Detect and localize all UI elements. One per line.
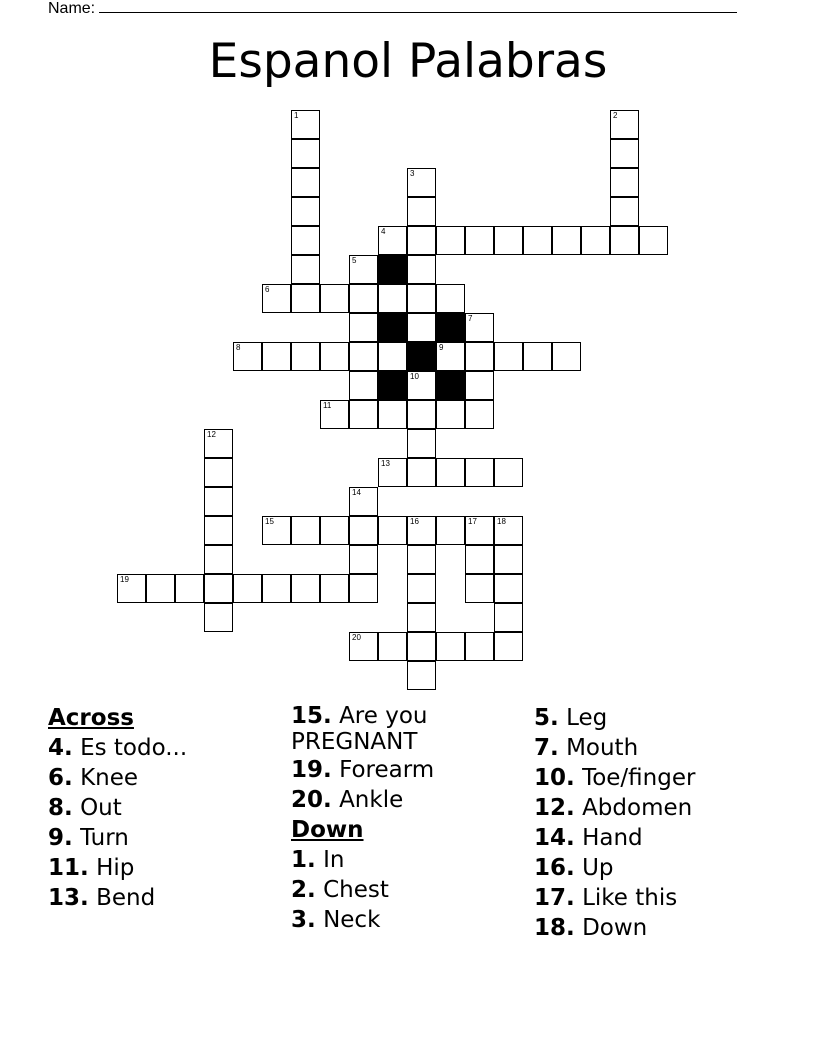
clue-column-1 <box>48 703 187 913</box>
cell-number: 4 <box>381 227 386 236</box>
crossword-cell[interactable] <box>262 342 291 371</box>
crossword-cell[interactable] <box>349 371 378 400</box>
crossword-cell[interactable] <box>465 342 494 371</box>
clue-column-3 <box>534 703 695 943</box>
crossword-cell[interactable] <box>610 197 639 226</box>
crossword-cell[interactable] <box>378 632 407 661</box>
crossword-cell[interactable] <box>407 458 436 487</box>
clue-item: 16. Up <box>534 855 614 881</box>
crossword-cell[interactable] <box>552 226 581 255</box>
crossword-block-cell <box>378 313 407 342</box>
crossword-cell[interactable] <box>610 226 639 255</box>
crossword-cell[interactable] <box>465 458 494 487</box>
clue-item: 8. Out <box>48 795 122 821</box>
crossword-cell[interactable] <box>610 139 639 168</box>
crossword-cell[interactable] <box>291 139 320 168</box>
crossword-cell[interactable] <box>610 168 639 197</box>
name-label: Name: <box>48 0 96 17</box>
crossword-cell[interactable] <box>407 197 436 226</box>
crossword-cell[interactable] <box>320 342 349 371</box>
clue-item: 17. Like this <box>534 885 678 911</box>
crossword-cell[interactable] <box>523 342 552 371</box>
crossword-cell[interactable] <box>523 226 552 255</box>
crossword-cell[interactable] <box>349 574 378 603</box>
crossword-cell[interactable] <box>349 342 378 371</box>
crossword-cell[interactable] <box>146 574 175 603</box>
cell-number: 2 <box>613 111 618 120</box>
crossword-cell[interactable] <box>204 516 233 545</box>
clue-item: 15. Are you PREGNANT <box>291 703 428 755</box>
crossword-cell[interactable] <box>436 342 465 371</box>
clue-item: 9. Turn <box>48 825 129 851</box>
crossword-cell[interactable] <box>407 545 436 574</box>
crossword-cell[interactable] <box>320 574 349 603</box>
crossword-cell[interactable] <box>204 545 233 574</box>
crossword-cell[interactable] <box>291 226 320 255</box>
crossword-cell[interactable] <box>291 284 320 313</box>
crossword-cell[interactable] <box>378 226 407 255</box>
crossword-cell[interactable] <box>494 632 523 661</box>
across-heading: Across <box>48 705 134 731</box>
crossword-cell[interactable] <box>465 632 494 661</box>
crossword-cell[interactable] <box>349 400 378 429</box>
cell-number: 17 <box>468 517 477 526</box>
crossword-cell[interactable] <box>204 458 233 487</box>
clue-item: 3. Neck <box>291 907 381 933</box>
name-field[interactable] <box>48 0 737 18</box>
cell-number: 19 <box>120 575 129 584</box>
cell-number: 6 <box>265 285 270 294</box>
cell-number: 15 <box>265 517 274 526</box>
cell-number: 7 <box>468 314 473 323</box>
crossword-cell[interactable] <box>436 400 465 429</box>
crossword-cell[interactable] <box>291 110 320 139</box>
clue-column-2 <box>291 703 501 935</box>
crossword-cell[interactable] <box>349 487 378 516</box>
crossword-cell[interactable] <box>407 574 436 603</box>
crossword-cell[interactable] <box>349 313 378 342</box>
crossword-cell[interactable] <box>581 226 610 255</box>
clue-item: 6. Knee <box>48 765 139 791</box>
crossword-cell[interactable] <box>204 603 233 632</box>
clue-item: 19. Forearm <box>291 757 435 783</box>
crossword-cell[interactable] <box>494 574 523 603</box>
crossword-block-cell <box>378 371 407 400</box>
crossword-block-cell <box>436 371 465 400</box>
crossword-cell[interactable] <box>465 574 494 603</box>
crossword-cell[interactable] <box>407 313 436 342</box>
crossword-block-cell <box>378 255 407 284</box>
crossword-cell[interactable] <box>291 342 320 371</box>
crossword-cell[interactable] <box>378 458 407 487</box>
clue-item: 18. Down <box>534 915 648 941</box>
crossword-cell[interactable] <box>494 545 523 574</box>
crossword-cell[interactable] <box>407 284 436 313</box>
cell-number: 18 <box>497 517 506 526</box>
crossword-cell[interactable] <box>610 110 639 139</box>
crossword-cell[interactable] <box>117 574 146 603</box>
crossword-cell[interactable] <box>320 516 349 545</box>
cell-number: 16 <box>410 517 419 526</box>
crossword-cell[interactable] <box>494 226 523 255</box>
crossword-cell[interactable] <box>436 284 465 313</box>
crossword-cell[interactable] <box>378 342 407 371</box>
crossword-cell[interactable] <box>407 400 436 429</box>
cell-number: 5 <box>352 256 357 265</box>
crossword-cell[interactable] <box>494 516 523 545</box>
crossword-cell[interactable] <box>407 226 436 255</box>
cell-number: 3 <box>410 169 415 178</box>
crossword-cell[interactable] <box>494 603 523 632</box>
crossword-cell[interactable] <box>204 429 233 458</box>
crossword-cell[interactable] <box>291 516 320 545</box>
crossword-cell[interactable] <box>349 516 378 545</box>
cell-number: 12 <box>207 430 216 439</box>
crossword-cell[interactable] <box>349 255 378 284</box>
crossword-block-cell <box>436 313 465 342</box>
clue-item: 20. Ankle <box>291 787 404 813</box>
crossword-cell[interactable] <box>407 168 436 197</box>
crossword-cell[interactable] <box>291 168 320 197</box>
crossword-cell[interactable] <box>378 284 407 313</box>
crossword-cell[interactable] <box>436 632 465 661</box>
crossword-cell[interactable] <box>349 545 378 574</box>
cell-number: 8 <box>236 343 241 352</box>
name-underline[interactable] <box>99 0 737 13</box>
cell-number: 14 <box>352 488 361 497</box>
crossword-cell[interactable] <box>378 516 407 545</box>
down-heading: Down <box>291 817 364 843</box>
crossword-cell[interactable] <box>465 371 494 400</box>
crossword-cell[interactable] <box>494 458 523 487</box>
crossword-cell[interactable] <box>407 429 436 458</box>
crossword-cell[interactable] <box>436 516 465 545</box>
crossword-cell[interactable] <box>465 545 494 574</box>
clue-item: 1. In <box>291 847 345 873</box>
clue-item: 5. Leg <box>534 705 608 731</box>
crossword-cell[interactable] <box>175 574 204 603</box>
cell-number: 11 <box>323 401 332 410</box>
crossword-cell[interactable] <box>204 574 233 603</box>
crossword-cell[interactable] <box>378 400 407 429</box>
clue-item: 13. Bend <box>48 885 156 911</box>
crossword-cell[interactable] <box>407 632 436 661</box>
crossword-cell[interactable] <box>407 371 436 400</box>
crossword-cell[interactable] <box>233 574 262 603</box>
crossword-cell[interactable] <box>407 603 436 632</box>
crossword-cell[interactable] <box>204 487 233 516</box>
page-title: Espanol Palabras <box>208 34 608 89</box>
crossword-cell[interactable] <box>233 342 262 371</box>
cell-number: 9 <box>439 343 444 352</box>
crossword-cell[interactable] <box>465 226 494 255</box>
crossword-cell[interactable] <box>407 516 436 545</box>
clue-item: 2. Chest <box>291 877 389 903</box>
clue-item: 7. Mouth <box>534 735 639 761</box>
crossword-cell[interactable] <box>291 197 320 226</box>
clue-item: 11. Hip <box>48 855 135 881</box>
clue-item: 14. Hand <box>534 825 643 851</box>
crossword-cell[interactable] <box>407 255 436 284</box>
cell-number: 20 <box>352 633 361 642</box>
crossword-cell[interactable] <box>494 342 523 371</box>
crossword-cell[interactable] <box>291 574 320 603</box>
crossword-cell[interactable] <box>639 226 668 255</box>
clue-item: 12. Abdomen <box>534 795 693 821</box>
cell-number: 1 <box>294 111 299 120</box>
crossword-block-cell <box>407 342 436 371</box>
crossword-cell[interactable] <box>320 400 349 429</box>
crossword-cell[interactable] <box>349 284 378 313</box>
crossword-cell[interactable] <box>465 313 494 342</box>
cell-number: 10 <box>410 372 419 381</box>
crossword-cell[interactable] <box>552 342 581 371</box>
crossword-cell[interactable] <box>349 632 378 661</box>
crossword-cell[interactable] <box>436 226 465 255</box>
crossword-cell[interactable] <box>407 661 436 690</box>
crossword-cell[interactable] <box>465 400 494 429</box>
crossword-cell[interactable] <box>262 574 291 603</box>
crossword-cell[interactable] <box>465 516 494 545</box>
crossword-cell[interactable] <box>436 458 465 487</box>
clue-item: 10. Toe/finger <box>534 765 696 791</box>
clue-item: 4. Es todo... <box>48 735 188 761</box>
crossword-cell[interactable] <box>291 255 320 284</box>
crossword-cell[interactable] <box>262 284 291 313</box>
crossword-cell[interactable] <box>262 516 291 545</box>
cell-number: 13 <box>381 459 390 468</box>
crossword-cell[interactable] <box>320 284 349 313</box>
